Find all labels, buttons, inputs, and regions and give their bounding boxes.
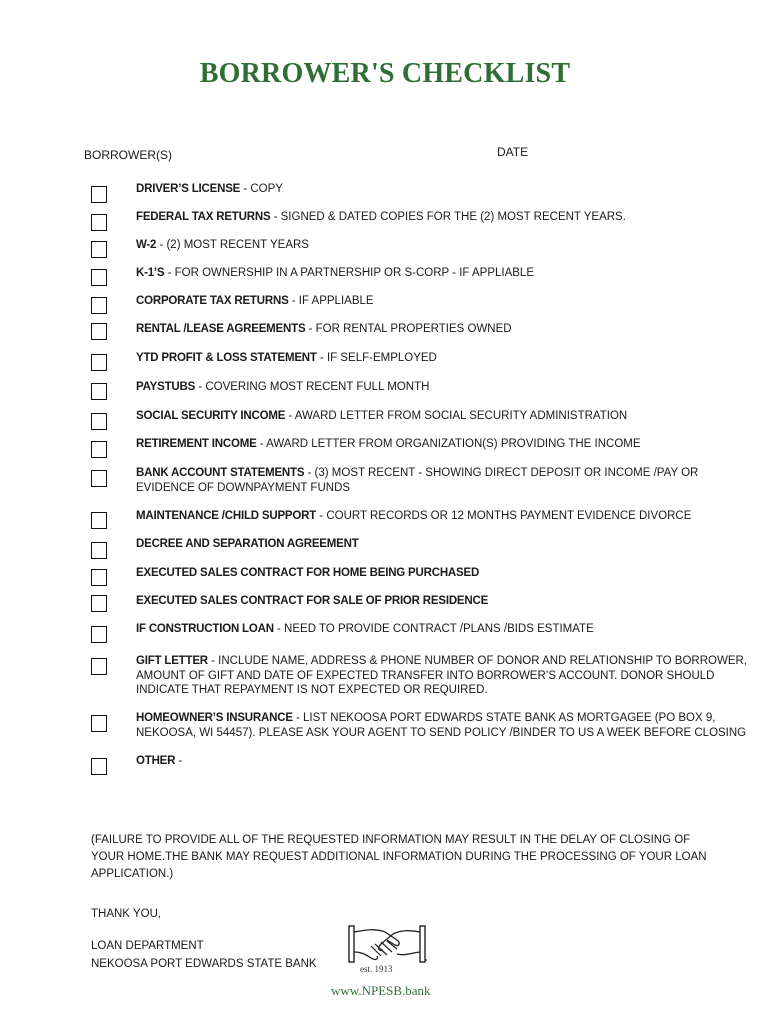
checkbox[interactable] [91,658,107,675]
page-title: BORROWER'S CHECKLIST [199,58,571,89]
checklist-item-text [136,566,751,581]
item-description: - COVERING MOST RECENT FULL MONTH [195,381,430,393]
checklist-item-text [136,182,751,197]
checklist-item-text [136,380,751,395]
item-title: HOMEOWNER’S INSURANCE [136,712,293,724]
date-label: DATE [497,145,529,159]
item-description: - COURT RECORDS OR 12 MONTHS PAYMENT EVIDENCE DIVORCE [316,510,692,522]
checkbox[interactable] [91,512,107,529]
checklist-item-text [136,466,751,495]
item-title: FEDERAL TAX RETURNS [136,211,271,223]
item-description: - SIGNED & DATED COPIES FOR THE (2) MOST RECENT YEARS. [270,211,626,223]
checkbox[interactable] [91,758,107,775]
checkbox[interactable] [91,441,107,458]
checkbox[interactable] [91,715,107,732]
checkbox[interactable] [91,595,107,612]
item-description: - [175,755,183,767]
item-title: MAINTENANCE /CHILD SUPPORT [136,510,317,522]
checklist-item-text [136,654,751,698]
item-title: DECREE AND SEPARATION AGREEMENT [136,538,359,550]
checklist-item-text [136,437,751,452]
checkbox[interactable] [91,186,107,203]
item-title: YTD PROFIT & LOSS STATEMENT [136,352,317,364]
bank-name: NEKOOSA PORT EDWARDS STATE BANK [91,958,317,970]
item-title: BANK ACCOUNT STATEMENTS [136,467,305,479]
item-title: IF CONSTRUCTION LOAN [136,623,274,635]
item-description: - NEED TO PROVIDE CONTRACT /PLANS /BIDS ESTIMATE [273,623,594,635]
item-description: - IF APPLIABLE [288,295,374,307]
item-description: - COPY [240,183,283,195]
thank-you: THANK YOU, [91,908,162,920]
checkbox[interactable] [91,241,107,258]
item-title: K-1’S [136,267,165,279]
item-description: - FOR RENTAL PROPERTIES OWNED [305,323,512,335]
checkbox[interactable] [91,383,107,400]
item-description: - AWARD LETTER FROM SOCIAL SECURITY ADMINISTRATION [285,410,628,422]
checkbox[interactable] [91,354,107,371]
checkbox[interactable] [91,569,107,586]
checklist-item-text [136,351,751,366]
borrower-label: BORROWER(S) [84,148,172,162]
checkbox[interactable] [91,269,107,286]
item-description: - AWARD LETTER FROM ORGANIZATION(S) PROVIDING THE INCOME [256,438,641,450]
checkbox[interactable] [91,413,107,430]
item-title: W-2 [136,239,157,251]
checklist-item-text [136,409,751,424]
item-title: RENTAL /LEASE AGREEMENTS [136,323,306,335]
item-description: - INCLUDE NAME, ADDRESS & PHONE NUMBER OF DONOR AND RELATIONSHIP TO BORROWER, AMOUNT OF GIFT AND DATE OF EXPECTED TRANSFER INTO BORROWER’S ACCOUNT. DONOR SHOULD INDICATE THAT REPAYMENT IS NOT EXPECTED OR REQUIRED. [136,655,747,696]
item-title: DRIVER’S LICENSE [136,183,241,195]
checklist-item-text [136,711,751,740]
checkbox[interactable] [91,626,107,643]
checklist-item-text [136,210,751,225]
item-title: RETIREMENT INCOME [136,438,257,450]
checklist-item-text [136,509,751,524]
item-title: GIFT LETTER [136,655,208,667]
item-description: - IF SELF-EMPLOYED [316,352,437,364]
checklist-item-text [136,622,751,637]
checklist-item-text [136,322,751,337]
checkbox[interactable] [91,214,107,231]
item-description: - LIST NEKOOSA PORT EDWARDS STATE BANK AS MORTGAGEE (PO BOX 9, NEKOOSA, WI 54457). PLEASE ASK YOUR AGENT TO SEND POLICY /BINDER TO US A WEEK BEFORE CLOSING [136,712,747,739]
checkbox[interactable] [91,542,107,559]
checkbox[interactable] [91,323,107,340]
notice-text: (FAILURE TO PROVIDE ALL OF THE REQUESTED INFORMATION MAY RESULT IN THE DELAY OF CLOSING OF YOUR HOME.THE BANK MAY REQUEST ADDITIONAL INFORMATION DURING THE PROCESSING OF YOUR LOAN APPLICATION.) [91,834,707,880]
item-title: EXECUTED SALES CONTRACT FOR SALE OF PRIOR RESIDENCE [136,595,489,607]
website-link[interactable]: www.NPESB.bank [331,983,431,998]
item-title: OTHER [136,755,176,767]
checklist-item-text [136,294,751,309]
checklist-item-text [136,594,751,609]
checkbox[interactable] [91,297,107,314]
item-title: SOCIAL SECURITY INCOME [136,410,286,422]
checklist-item-text [136,266,751,281]
item-title: PAYSTUBS [136,381,196,393]
checkbox[interactable] [91,470,107,487]
checklist-item-text [136,238,751,253]
item-description: - (2) MOST RECENT YEARS [156,239,309,251]
item-title: CORPORATE TAX RETURNS [136,295,289,307]
checklist-item-text [136,754,751,769]
item-description: - (3) MOST RECENT - SHOWING DIRECT DEPOSIT OR INCOME /PAY OR EVIDENCE OF DOWNPAYMENT FUNDS [136,467,699,494]
loan-department: LOAN DEPARTMENT [91,940,204,952]
checklist-item-text [136,537,751,552]
item-title: EXECUTED SALES CONTRACT FOR HOME BEING PURCHASED [136,567,480,579]
established-text: est. 1913 [360,964,393,974]
item-description: - FOR OWNERSHIP IN A PARTNERSHIP OR S-CORP - IF APPLIABLE [164,267,534,279]
